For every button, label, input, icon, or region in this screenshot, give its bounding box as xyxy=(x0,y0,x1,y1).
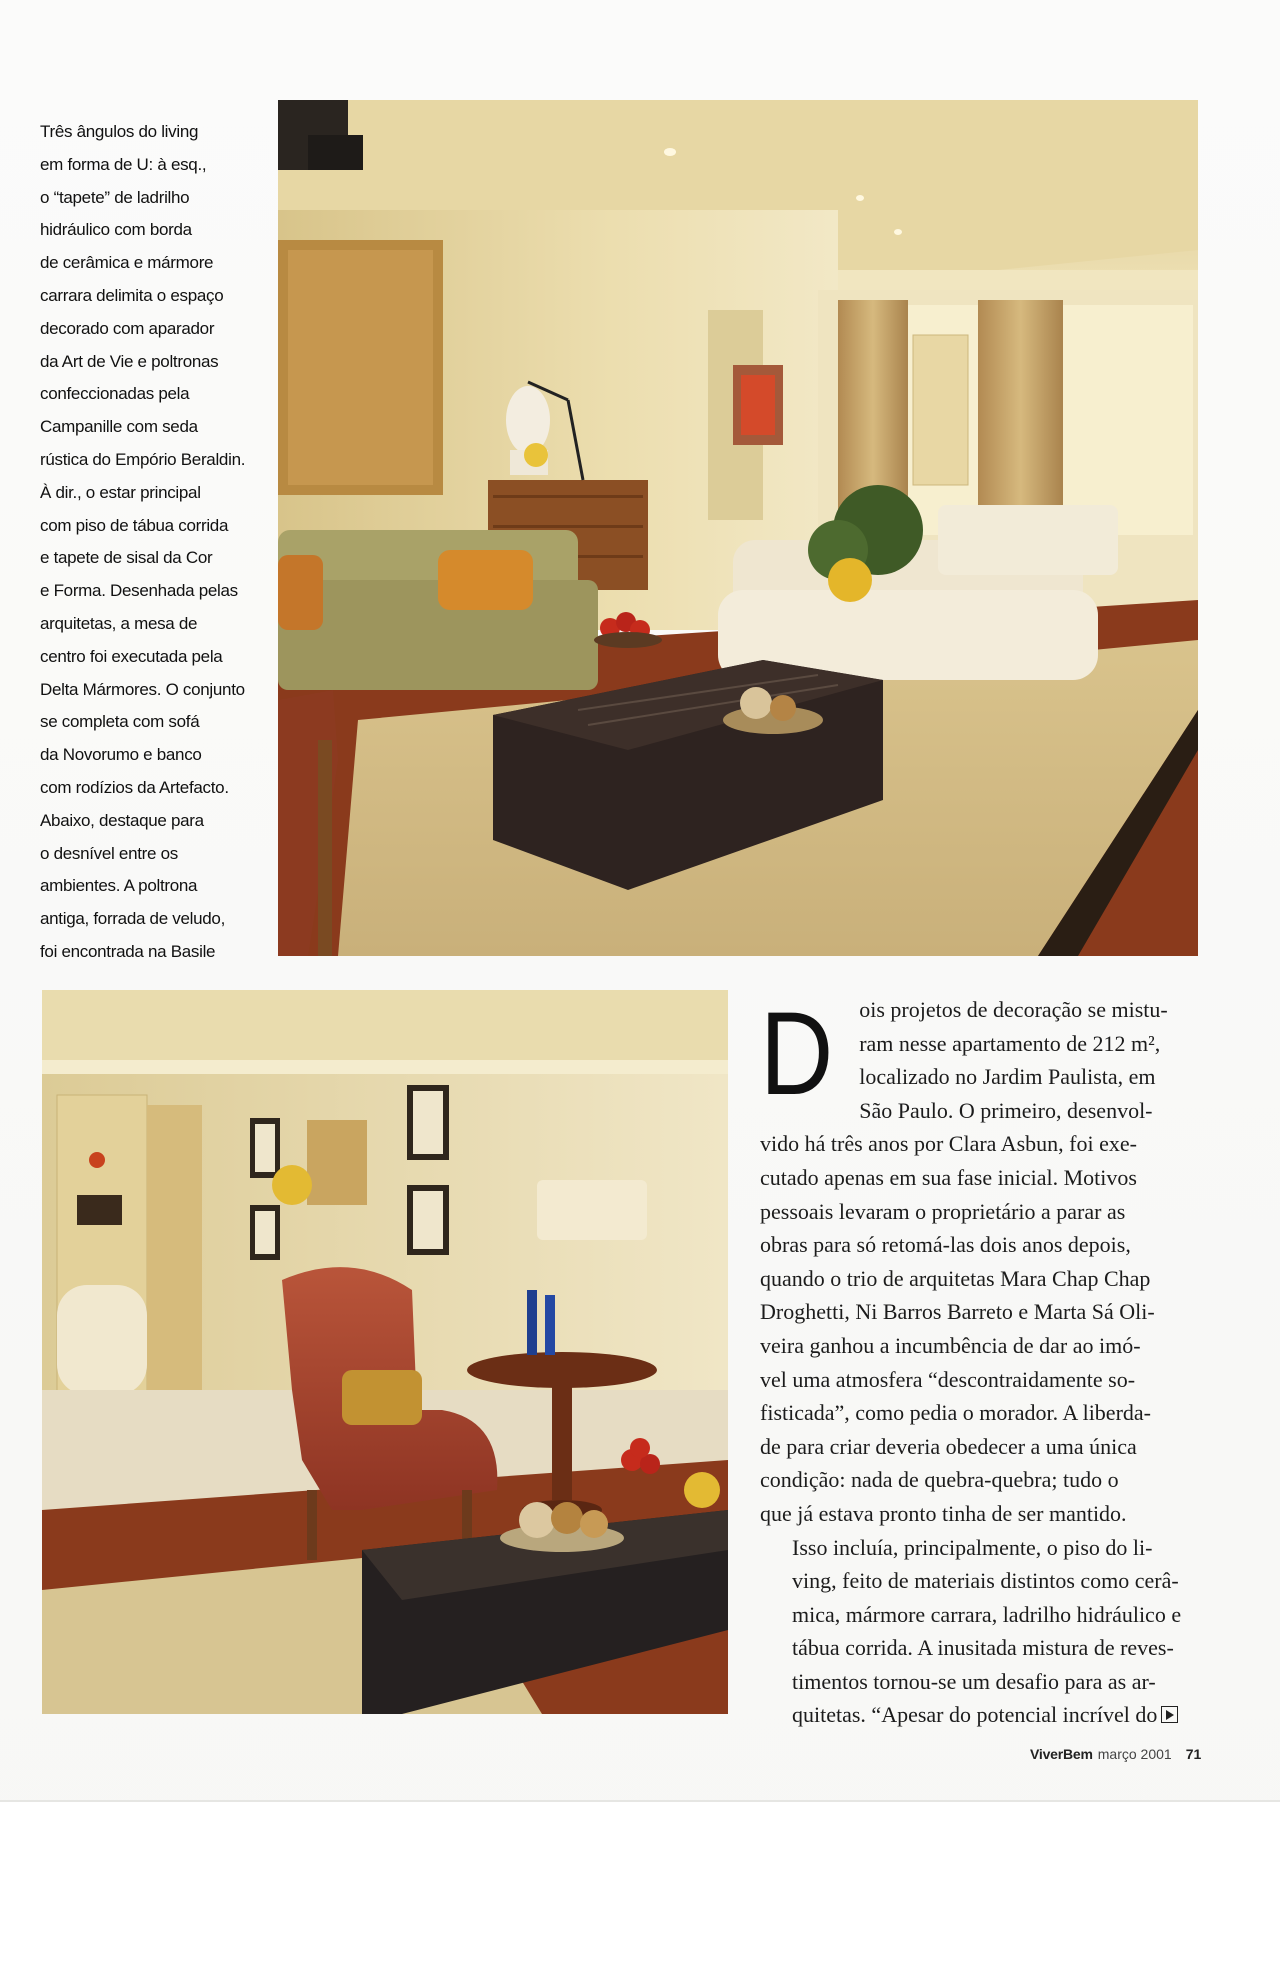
article-line: vel uma atmosfera “descontraidamente so- xyxy=(760,1366,1136,1392)
magazine-brand: ViverBem xyxy=(1030,1746,1093,1762)
article-line: pessoais levaram o proprietário a parar as xyxy=(760,1198,1126,1224)
drop-cap: D xyxy=(760,988,834,1120)
caption-line: e tapete de sisal da Cor xyxy=(40,548,213,568)
caption-line: arquitetas, a mesa de xyxy=(40,613,198,633)
article-line: Droghetti, Ni Barros Barreto e Marta Sá Oli- xyxy=(760,1299,1155,1325)
article-line: localizado no Jardim Paulista, em xyxy=(859,1064,1156,1090)
article-line: obras para só retomá-las dois anos depois, xyxy=(760,1232,1131,1258)
article-line: ois projetos de decoração se mistu- xyxy=(859,997,1168,1022)
issue-date: março 2001 xyxy=(1097,1746,1172,1762)
article-line: vido há três anos por Clara Asbun, foi exe- xyxy=(760,1131,1137,1157)
caption-line: de cerâmica e mármore xyxy=(40,253,214,273)
caption-line: e Forma. Desenhada pelas xyxy=(40,581,238,601)
article-line: veira ganhou a incumbência de dar ao imó- xyxy=(760,1332,1141,1358)
caption-line: Três ângulos do living xyxy=(40,122,199,141)
caption-line: confeccionadas pela xyxy=(40,384,190,404)
article-line: ving, feito de materiais distintos como cerâ- xyxy=(792,1568,1179,1594)
article-line: condição: nada de quebra-quebra; tudo o xyxy=(760,1467,1119,1493)
article-line: timentos tornou-se um desafio para as ar- xyxy=(792,1668,1156,1694)
caption-line: ambientes. A poltrona xyxy=(40,876,198,896)
article-line: Isso incluía, principalmente, o piso do li- xyxy=(792,1534,1153,1560)
photo-level-difference xyxy=(42,990,728,1714)
living-room-illustration xyxy=(278,100,1198,956)
article-line: São Paulo. O primeiro, desenvol- xyxy=(859,1097,1153,1123)
caption-line: À dir., o estar principal xyxy=(40,482,201,502)
caption-line: da Art de Vie e poltronas xyxy=(40,351,219,371)
article-line: de para criar deveria obedecer a uma única xyxy=(760,1433,1137,1459)
article-line: quitetas. “Apesar do potencial incrível do xyxy=(792,1702,1158,1728)
article-line: fisticada”, como pedia o morador. A liberda- xyxy=(760,1400,1151,1426)
caption-line: o “tapete” de ladrilho xyxy=(40,187,190,207)
caption-line: em forma de U: à esq., xyxy=(40,154,207,174)
article-line: tábua corrida. A inusitada mistura de reves- xyxy=(792,1635,1174,1661)
caption-line: hidráulico com borda xyxy=(40,220,192,240)
caption-line: decorado com aparador xyxy=(40,318,215,338)
caption-line: o desnível entre os xyxy=(40,843,178,863)
caption-line: da Novorumo e banco xyxy=(40,745,202,765)
caption-line: centro foi executada pela xyxy=(40,646,223,666)
caption-line: com rodízios da Artefacto. xyxy=(40,777,229,797)
caption-line: com piso de tábua corrida xyxy=(40,515,229,535)
article-line: cutado apenas em sua fase inicial. Motivos xyxy=(760,1164,1137,1190)
article-line: mica, mármore carrara, ladrilho hidráulico e xyxy=(792,1601,1182,1627)
photo-caption xyxy=(40,116,270,969)
caption-line: Delta Mármores. O conjunto xyxy=(40,679,245,699)
article-paragraph-2 xyxy=(760,1531,1200,1733)
caption-line: rústica do Empório Beraldin. xyxy=(40,449,246,469)
article-line: quando o trio de arquitetas Mara Chap Chap xyxy=(760,1265,1151,1291)
caption-line: Abaixo, destaque para xyxy=(40,810,204,830)
armchair-room-illustration xyxy=(42,990,728,1714)
page-footer xyxy=(1030,1746,1201,1762)
article-line: que já estava pronto tinha de ser mantido. xyxy=(760,1500,1127,1526)
article-line: ram nesse apartamento de 212 m², xyxy=(859,1030,1161,1056)
caption-line: foi encontrada na Basile xyxy=(40,941,216,961)
page-edge xyxy=(0,1800,1280,1962)
article-last-line xyxy=(760,1698,1200,1732)
caption-line: Campanille com seda xyxy=(40,417,198,437)
caption-line: antiga, forrada de veludo, xyxy=(40,909,226,929)
page-number: 71 xyxy=(1185,1746,1202,1762)
article-body xyxy=(760,988,1200,1732)
photo-main-living-room xyxy=(278,100,1198,956)
caption-line: carrara delimita o espaço xyxy=(40,285,224,305)
continue-arrow-icon xyxy=(1161,1706,1178,1723)
caption-line: se completa com sofá xyxy=(40,712,200,732)
